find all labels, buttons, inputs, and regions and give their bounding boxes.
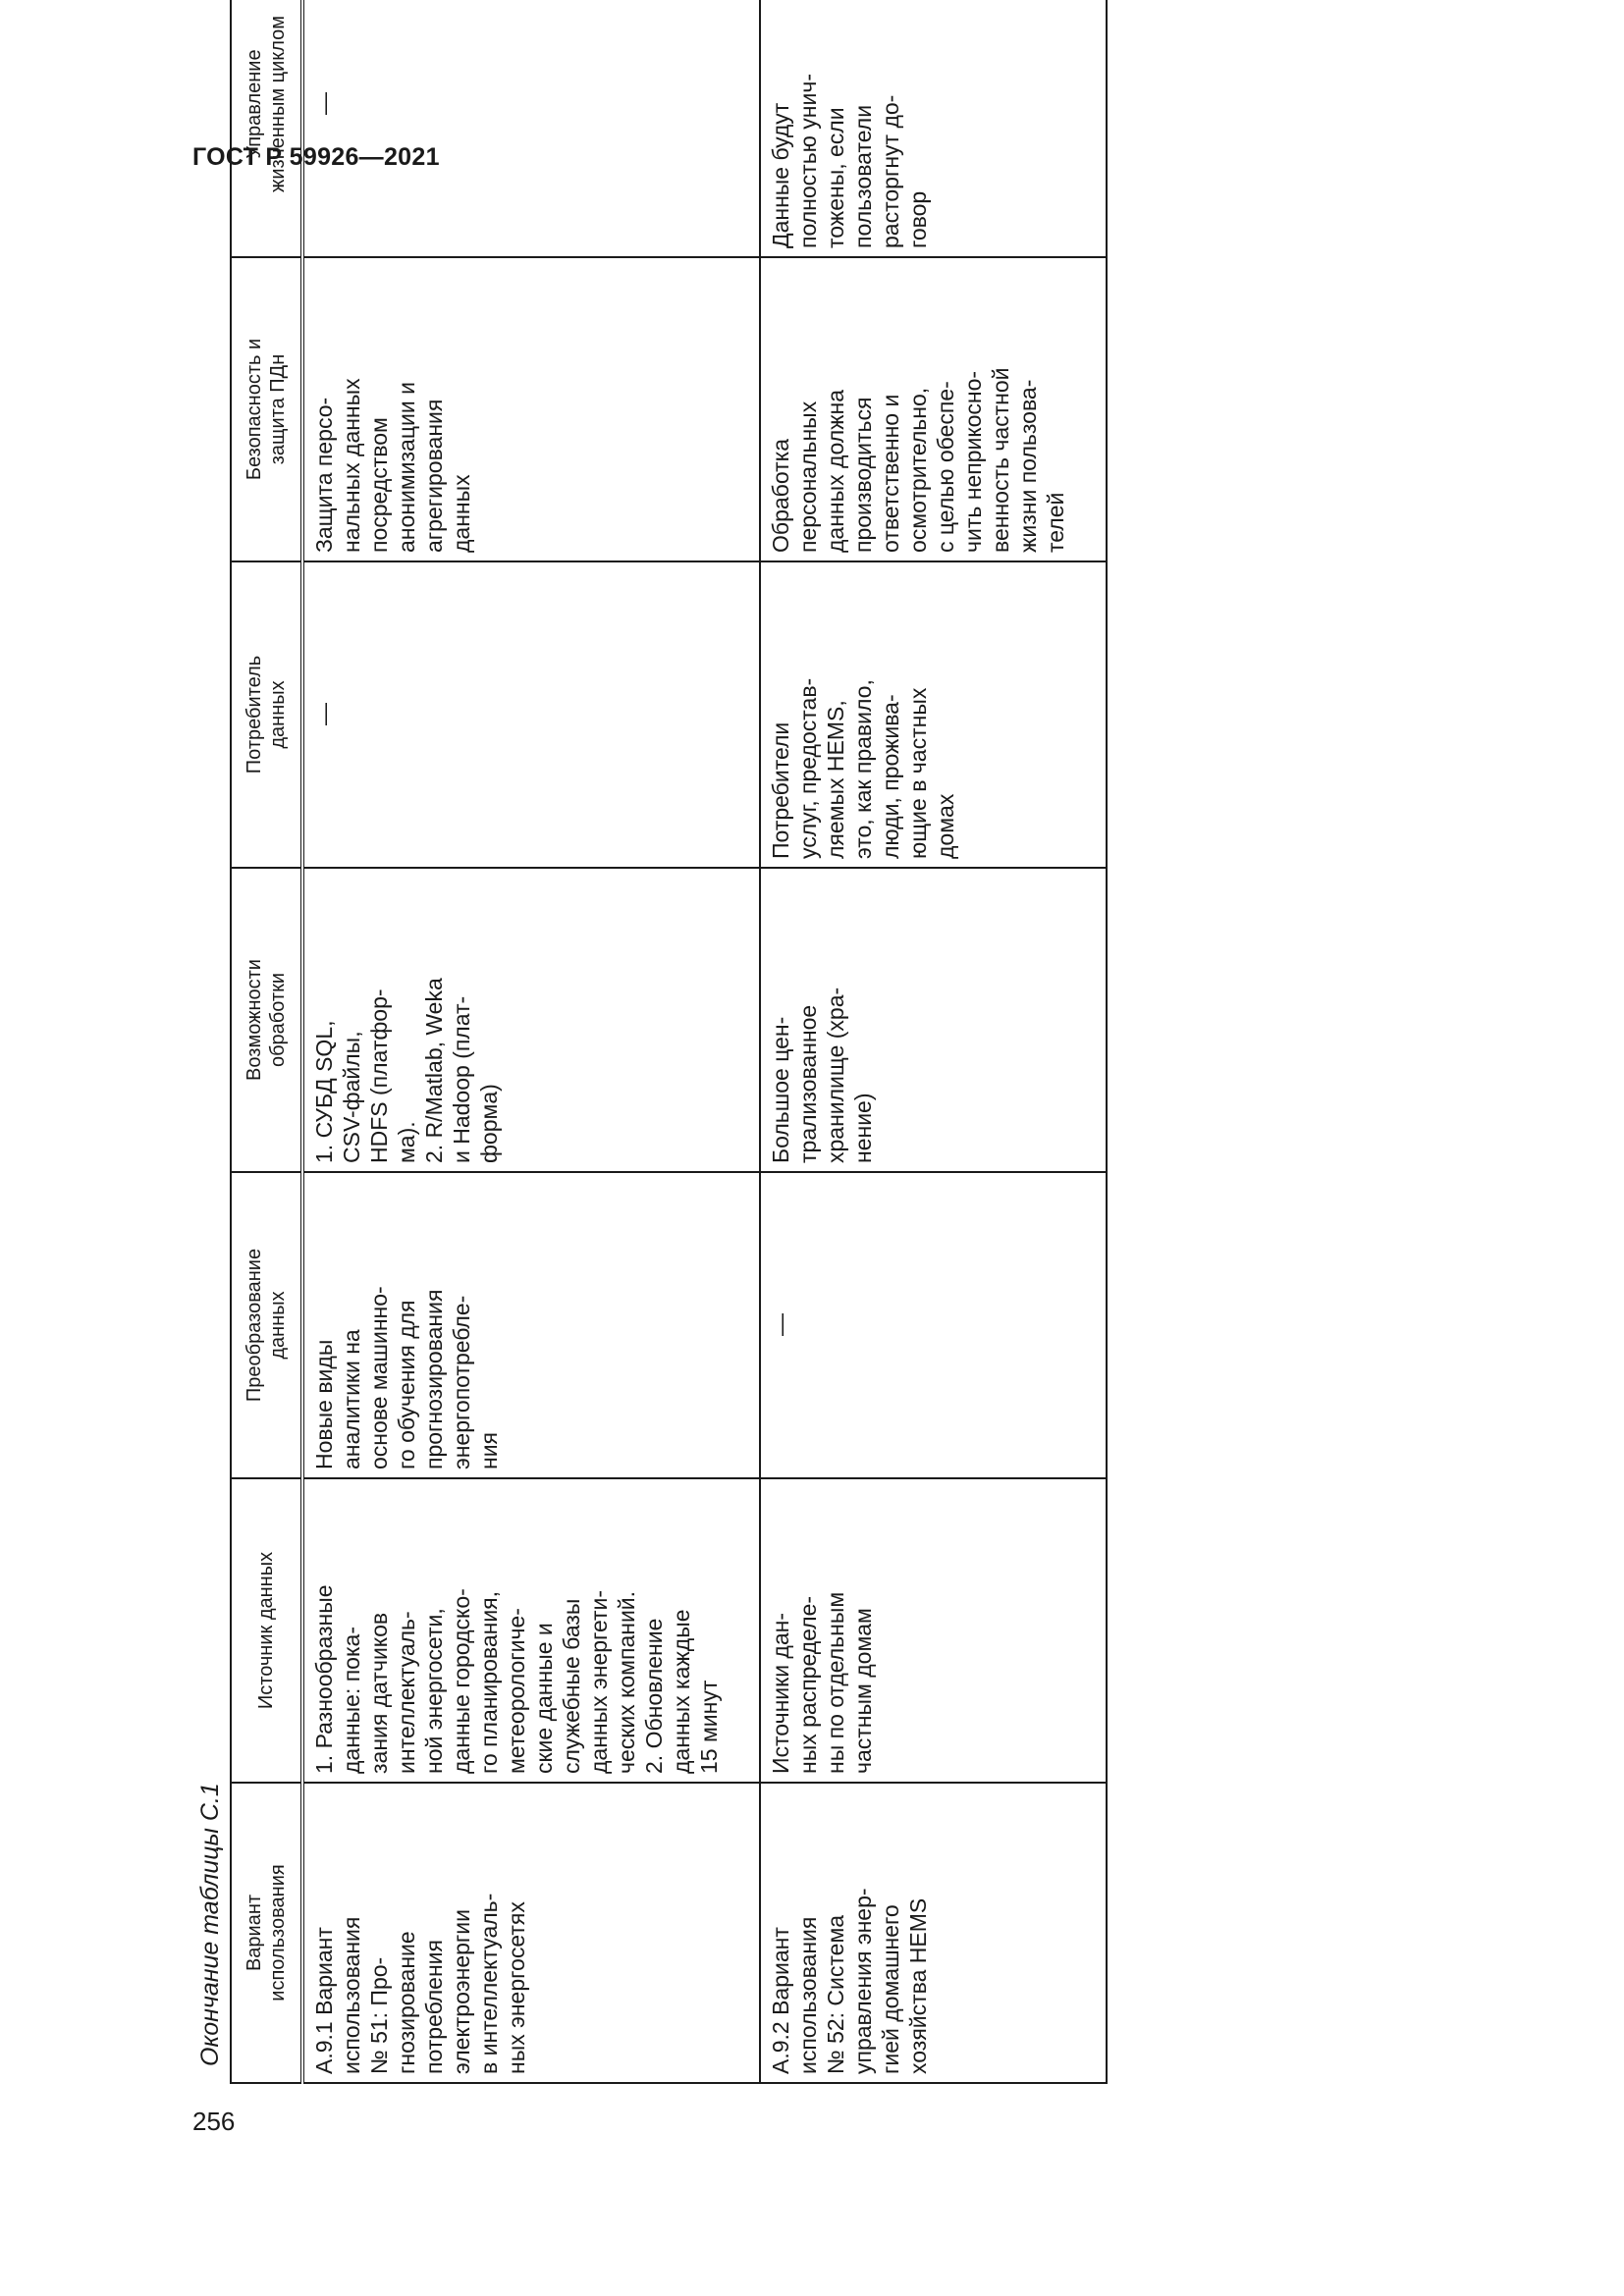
cell-security-privacy: Защита персо- нальных данных посредством анонимизации и агрегирования данных [302, 257, 760, 561]
table-header-row [231, 0, 302, 2083]
table-row [760, 0, 1107, 2083]
cell-data-consumer: Потребители услуг, предостав- ляемых HEMS, это, как правило, люди, прожива- ющие в частных домах [760, 561, 1107, 868]
header-lifecycle-management: Управление жизненным циклом [231, 0, 302, 257]
cell-lifecycle-management: Данные будут полностью унич- тожены, если пользователи расторгнут до- говор [760, 0, 1107, 257]
cell-data-source: 1. Разнообразные данные: пока- зания датчиков интеллектуаль- ной энергосети, данные городско- го планирования, метеорологиче- ские данные и служебные базы данных энергети- ческих компаний. 2. Обновление данных каждые 15 минут [302, 1478, 760, 1783]
cell-security-privacy: Обработка персональных данных должна производиться ответственно и осмотрительно, с целью обеспе- чить неприкосно- венность частной жизни пользова- телей [760, 257, 1107, 561]
cell-data-transformation: Новые виды аналитики на основе машинно- го обучения для прогнозирования энергопотребле- ния [302, 1172, 760, 1478]
header-use-case: Вариант использования [231, 1783, 302, 2083]
document-header: ГОСТ Р 59926—2021 [192, 143, 440, 171]
header-data-transformation: Преобразование данных [231, 1172, 302, 1478]
table-continuation-caption: Окончание таблицы С.1 [196, 1783, 224, 2066]
cell-data-source: Источники дан- ных распределе- ны по отдельным частным домам [760, 1478, 1107, 1783]
header-processing-capabilities: Возможности обработки [231, 868, 302, 1172]
table-row [302, 0, 760, 2083]
use-case-table [230, 0, 1108, 2084]
cell-processing-capabilities: 1. СУБД SQL, CSV-файлы, HDFS (платфор- ма). 2. R/Matlab, Weka и Hadoop (плат- форма) [302, 868, 760, 1172]
cell-lifecycle-management: — [302, 0, 760, 257]
cell-data-transformation: — [760, 1172, 1107, 1478]
cell-processing-capabilities: Большое цен- трализованное хранилище (хра- нение) [760, 868, 1107, 1172]
cell-data-consumer: — [302, 561, 760, 868]
header-security-privacy: Безопасность и защита ПДн [231, 257, 302, 561]
cell-use-case: А.9.1 Вариант использования № 51: Про- гнозирование потребления электроэнергии в интеллектуаль- ных энергосетях [302, 1783, 760, 2083]
page-number: 256 [192, 2107, 236, 2136]
header-data-source: Источник данных [231, 1478, 302, 1783]
header-data-consumer: Потребитель данных [231, 561, 302, 868]
cell-use-case: А.9.2 Вариант использования № 52: Система управления энер- гией домашнего хозяйства HEMS [760, 1783, 1107, 2083]
